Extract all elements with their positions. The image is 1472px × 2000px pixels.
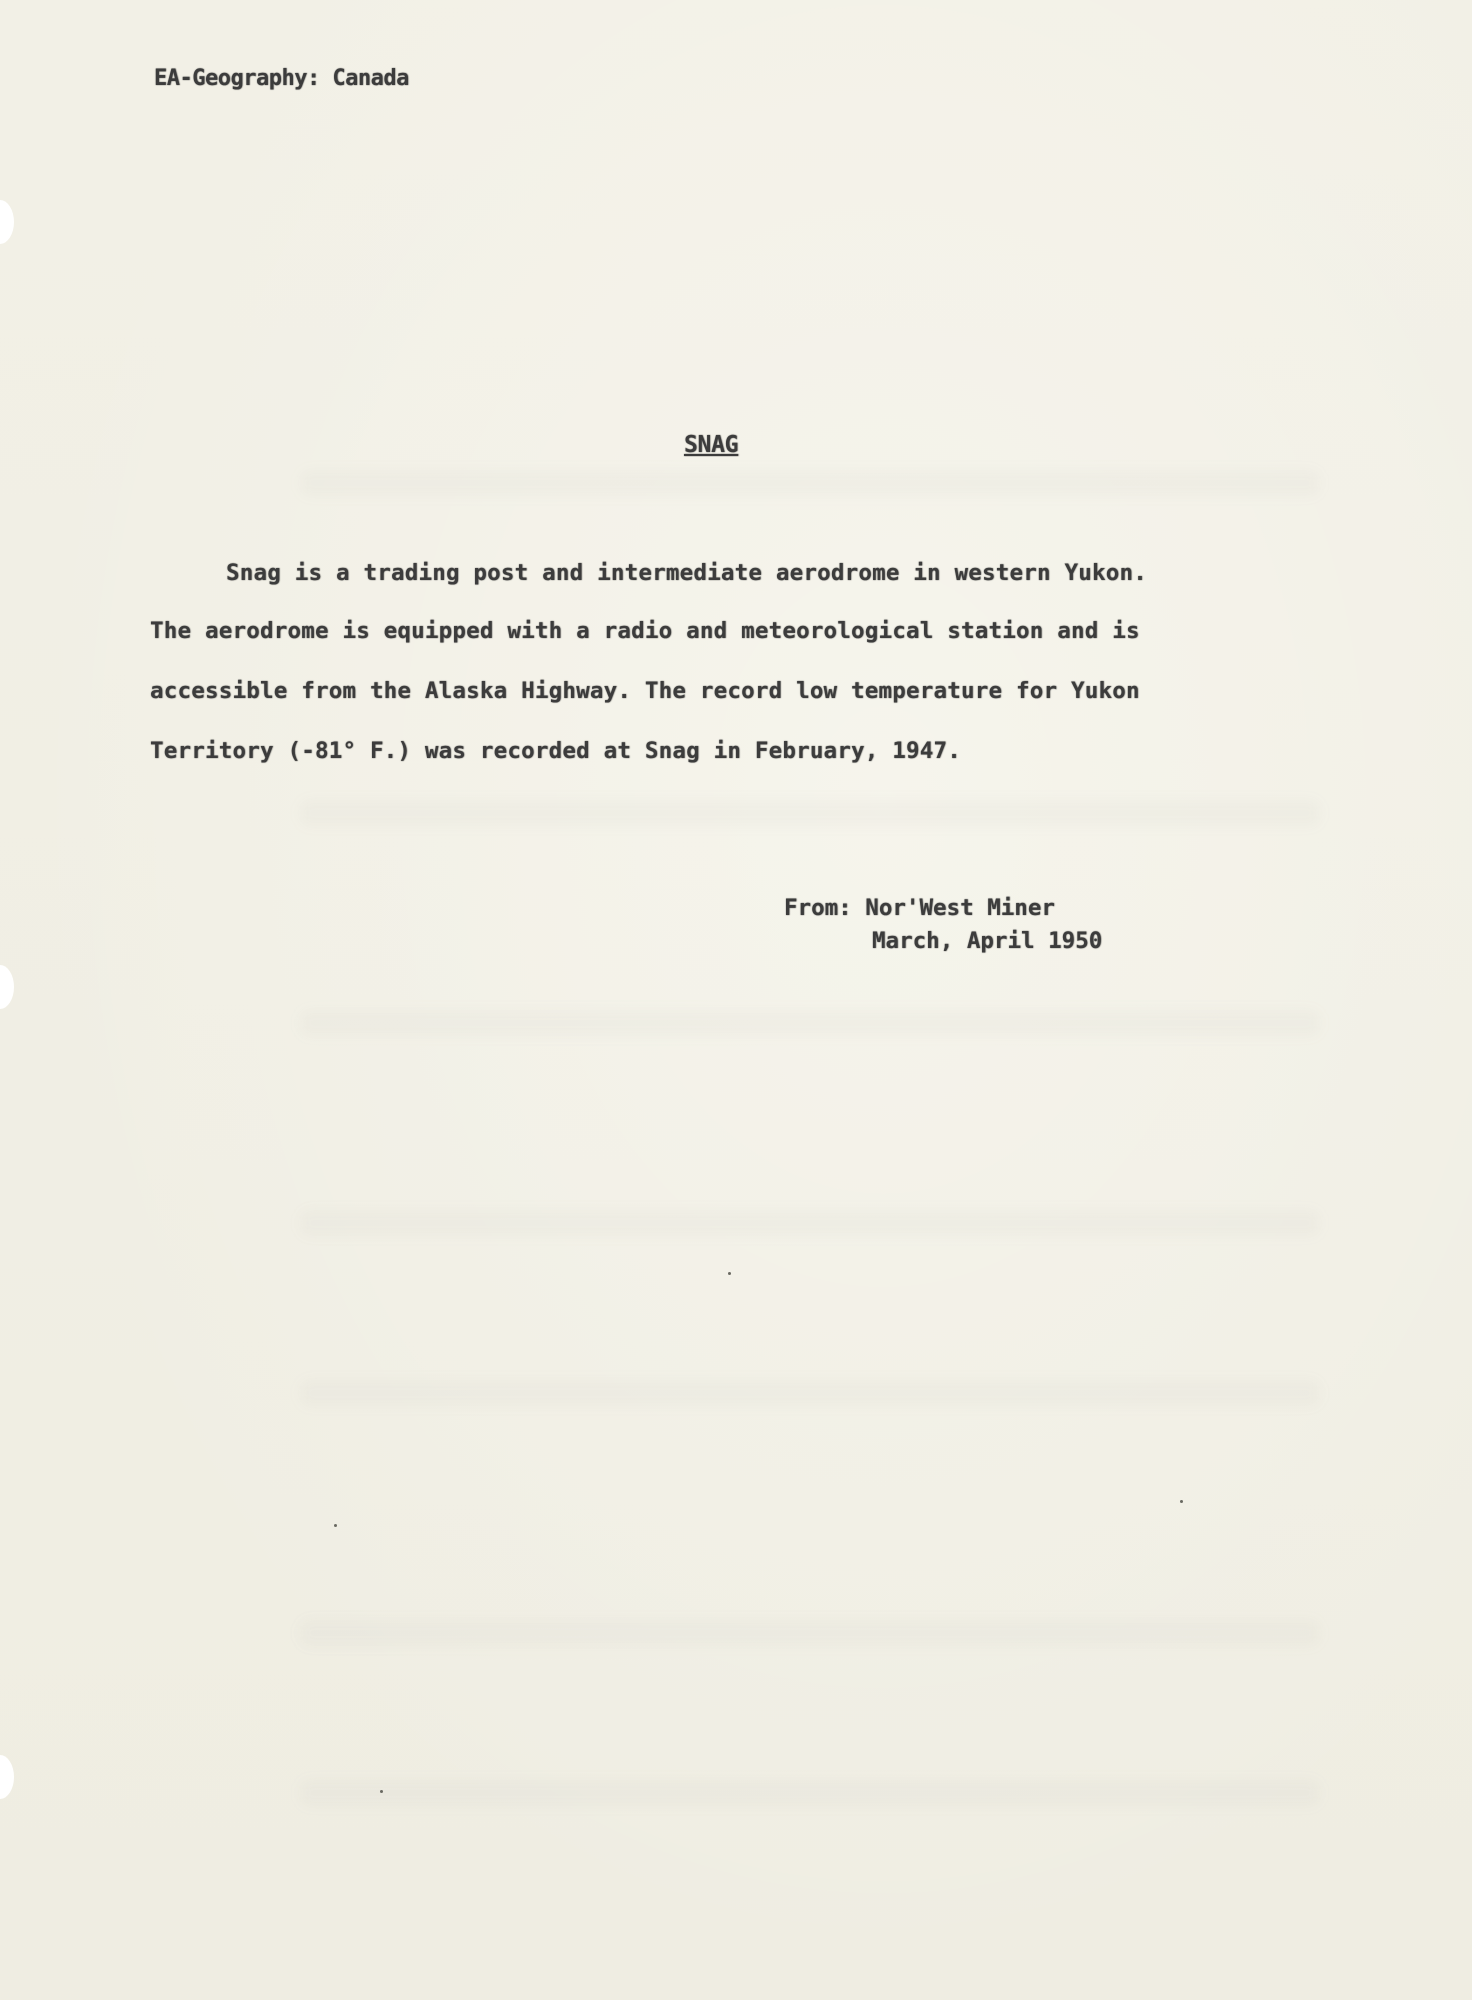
paper-speck bbox=[380, 1790, 383, 1793]
reverse-side-bleed bbox=[300, 1010, 1320, 1036]
reverse-side-bleed bbox=[300, 1210, 1320, 1236]
paper-speck bbox=[1180, 1500, 1183, 1503]
classification-header: EA-Geography: Canada bbox=[154, 66, 409, 91]
body-line: accessible from the Alaska Highway. The record low temperature for Yukon bbox=[150, 678, 1140, 704]
punch-hole bbox=[0, 200, 14, 244]
punch-hole bbox=[0, 1755, 14, 1799]
paper-speck bbox=[728, 1272, 731, 1275]
document-title: SNAG bbox=[684, 432, 739, 458]
reverse-side-bleed bbox=[300, 1380, 1320, 1406]
punch-hole bbox=[0, 965, 14, 1009]
reverse-side-bleed bbox=[300, 1620, 1320, 1646]
body-line: Territory (-81° F.) was recorded at Snag in February, 1947. bbox=[150, 738, 962, 764]
body-line: The aerodrome is equipped with a radio and meteorological station and is bbox=[150, 618, 1140, 644]
reverse-side-bleed bbox=[300, 800, 1320, 826]
paper-speck bbox=[334, 1524, 337, 1527]
body-line: Snag is a trading post and intermediate aerodrome in western Yukon. bbox=[226, 560, 1147, 586]
source-attribution: From: Nor'West Miner bbox=[784, 895, 1055, 921]
source-date: March, April 1950 bbox=[872, 928, 1103, 954]
reverse-side-bleed bbox=[300, 470, 1320, 496]
reverse-side-bleed bbox=[300, 1780, 1320, 1806]
